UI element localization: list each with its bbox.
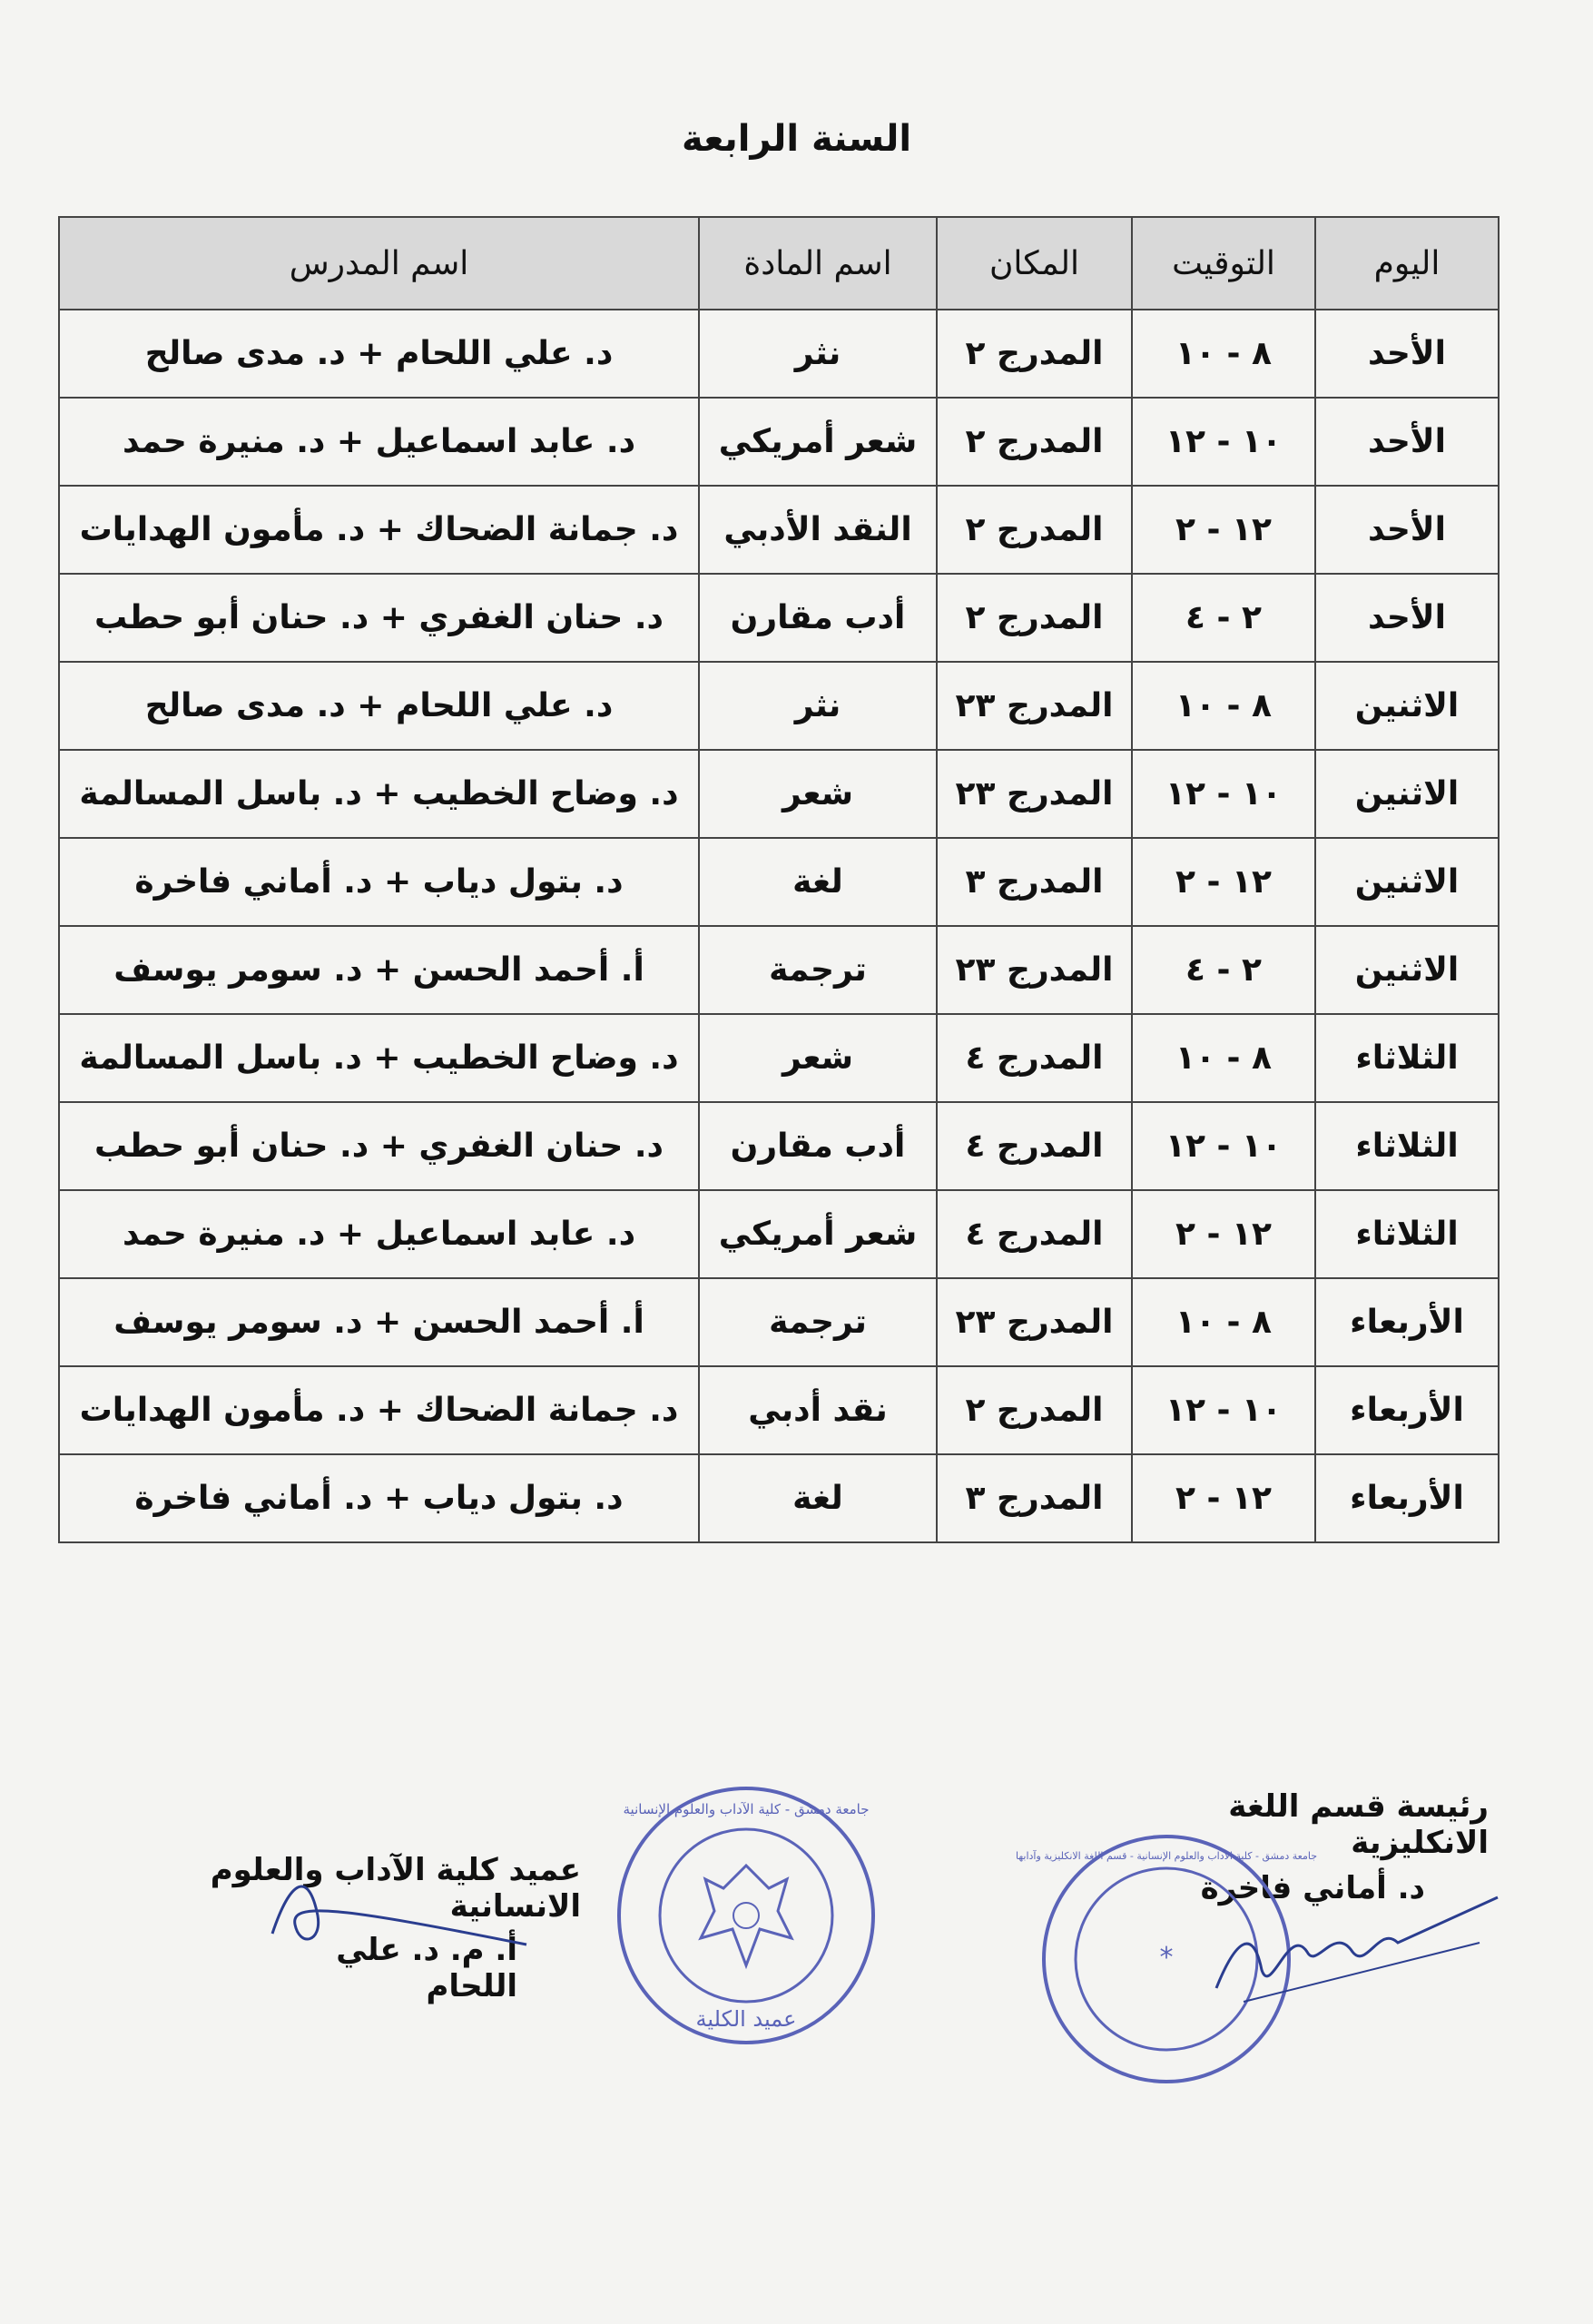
dean-title: عميد كلية الآداب والعلوم الانسانية	[210, 1852, 581, 1925]
cell-subject: أدب مقارن	[699, 1102, 937, 1190]
cell-time: ١٠ - ١٢	[1132, 1102, 1315, 1190]
cell-time: ٨ - ١٠	[1132, 310, 1315, 398]
cell-teacher: د. حنان الغفري + د. حنان أبو حطب	[59, 1102, 699, 1190]
cell-day: الأحد	[1315, 310, 1499, 398]
cell-time: ١٠ - ١٢	[1132, 750, 1315, 838]
cell-time: ١٢ - ٢	[1132, 486, 1315, 574]
table-row	[59, 398, 1499, 486]
cell-place: المدرج ٢	[937, 486, 1132, 574]
header-place: المكان	[937, 217, 1132, 310]
cell-teacher: د. جمانة الضحاك + د. مأمون الهدايات	[59, 486, 699, 574]
table-header-row	[59, 217, 1499, 310]
schedule-table	[58, 216, 1500, 1543]
cell-day: الأحد	[1315, 574, 1499, 662]
cell-subject: ترجمة	[699, 926, 937, 1014]
table-row	[59, 310, 1499, 398]
cell-place: المدرج ٤	[937, 1190, 1132, 1278]
cell-teacher: د. علي اللحام + د. مدى صالح	[59, 310, 699, 398]
cell-day: الثلاثاء	[1315, 1014, 1499, 1102]
cell-time: ٨ - ١٠	[1132, 1014, 1315, 1102]
table-row	[59, 750, 1499, 838]
cell-time: ٢ - ٤	[1132, 926, 1315, 1014]
cell-teacher: د. وضاح الخطيب + د. باسل المسالمة	[59, 750, 699, 838]
head-name: د. أماني فاخرة	[1200, 1870, 1425, 1906]
dean-stamp-ring-text: جامعة دمشق - كلية الآداب والعلوم الإنسانية	[623, 1801, 870, 1817]
dean-signature	[254, 1861, 545, 1961]
cell-teacher: د. عابد اسماعيل + د. منيرة حمد	[59, 1190, 699, 1278]
cell-time: ٨ - ١٠	[1132, 1278, 1315, 1366]
table-row	[59, 1366, 1499, 1454]
cell-day: الثلاثاء	[1315, 1102, 1499, 1190]
header-day: اليوم	[1315, 217, 1499, 310]
cell-subject: لغة	[699, 838, 937, 926]
table-row	[59, 1014, 1499, 1102]
page-title: السنة الرابعة	[681, 118, 912, 160]
cell-day: الأربعاء	[1315, 1454, 1499, 1542]
cell-subject: لغة	[699, 1454, 937, 1542]
table-row	[59, 1190, 1499, 1278]
cell-subject: نقد أدبي	[699, 1366, 937, 1454]
cell-place: المدرج ٤	[937, 1014, 1132, 1102]
cell-day: الاثنين	[1315, 926, 1499, 1014]
cell-day: الثلاثاء	[1315, 1190, 1499, 1278]
cell-time: ١٠ - ١٢	[1132, 398, 1315, 486]
cell-time: ٢ - ٤	[1132, 574, 1315, 662]
cell-teacher: د. عابد اسماعيل + د. منيرة حمد	[59, 398, 699, 486]
cell-place: المدرج ٣	[937, 838, 1132, 926]
cell-day: الاثنين	[1315, 838, 1499, 926]
cell-place: المدرج ٢	[937, 574, 1132, 662]
cell-place: المدرج ٢	[937, 310, 1132, 398]
cell-time: ١٢ - ٢	[1132, 838, 1315, 926]
cell-subject: شعر	[699, 750, 937, 838]
cell-place: المدرج ٢٣	[937, 1278, 1132, 1366]
cell-teacher: د. بتول دياب + د. أماني فاخرة	[59, 838, 699, 926]
cell-day: الأحد	[1315, 486, 1499, 574]
cell-teacher: أ. أحمد الحسن + د. سومر يوسف	[59, 926, 699, 1014]
cell-day: الأحد	[1315, 398, 1499, 486]
cell-teacher: د. جمانة الضحاك + د. مأمون الهدايات	[59, 1366, 699, 1454]
cell-place: المدرج ٣	[937, 1454, 1132, 1542]
cell-teacher: أ. أحمد الحسن + د. سومر يوسف	[59, 1278, 699, 1366]
head-signature	[1207, 1888, 1507, 2015]
cell-place: المدرج ٢	[937, 1366, 1132, 1454]
cell-subject: شعر أمريكي	[699, 1190, 937, 1278]
cell-subject: نثر	[699, 662, 937, 750]
dean-stamp	[610, 1779, 882, 2052]
svg-text:*: *	[1159, 1942, 1174, 1974]
dean-name: أ. م. د. علي اللحام	[336, 1932, 517, 2004]
table-row	[59, 574, 1499, 662]
cell-place: المدرج ٢٣	[937, 750, 1132, 838]
dean-stamp-center-text: عميد الكلية	[695, 2006, 797, 2032]
cell-subject: شعر أمريكي	[699, 398, 937, 486]
cell-day: الاثنين	[1315, 662, 1499, 750]
table-row	[59, 838, 1499, 926]
cell-place: المدرج ٤	[937, 1102, 1132, 1190]
cell-day: الاثنين	[1315, 750, 1499, 838]
cell-day: الأربعاء	[1315, 1278, 1499, 1366]
cell-teacher: د. علي اللحام + د. مدى صالح	[59, 662, 699, 750]
table-row	[59, 662, 1499, 750]
cell-place: المدرج ٢٣	[937, 662, 1132, 750]
cell-teacher: د. حنان الغفري + د. حنان أبو حطب	[59, 574, 699, 662]
cell-time: ١٢ - ٢	[1132, 1190, 1315, 1278]
cell-subject: نثر	[699, 310, 937, 398]
cell-subject: أدب مقارن	[699, 574, 937, 662]
header-subject: اسم المادة	[699, 217, 937, 310]
cell-subject: النقد الأدبي	[699, 486, 937, 574]
header-time: التوقيت	[1132, 217, 1315, 310]
cell-subject: شعر	[699, 1014, 937, 1102]
cell-time: ٨ - ١٠	[1132, 662, 1315, 750]
cell-day: الأربعاء	[1315, 1366, 1499, 1454]
table-row	[59, 926, 1499, 1014]
cell-teacher: د. بتول دياب + د. أماني فاخرة	[59, 1454, 699, 1542]
cell-time: ١٠ - ١٢	[1132, 1366, 1315, 1454]
cell-place: المدرج ٢٣	[937, 926, 1132, 1014]
cell-subject: ترجمة	[699, 1278, 937, 1366]
schedule-rows	[59, 310, 1499, 1542]
cell-teacher: د. وضاح الخطيب + د. باسل المسالمة	[59, 1014, 699, 1102]
head-title: رئيسة قسم اللغة الانكليزية	[1228, 1788, 1489, 1861]
department-stamp-ring-text: جامعة دمشق - كلية الآداب والعلوم الإنسانية - قسم اللغة الانكليزية وآدابها	[1015, 1850, 1318, 1862]
header-teacher: اسم المدرس	[59, 217, 699, 310]
table-row	[59, 1278, 1499, 1366]
cell-time: ١٢ - ٢	[1132, 1454, 1315, 1542]
table-row	[59, 486, 1499, 574]
table-row	[59, 1102, 1499, 1190]
cell-place: المدرج ٢	[937, 398, 1132, 486]
table-row	[59, 1454, 1499, 1542]
